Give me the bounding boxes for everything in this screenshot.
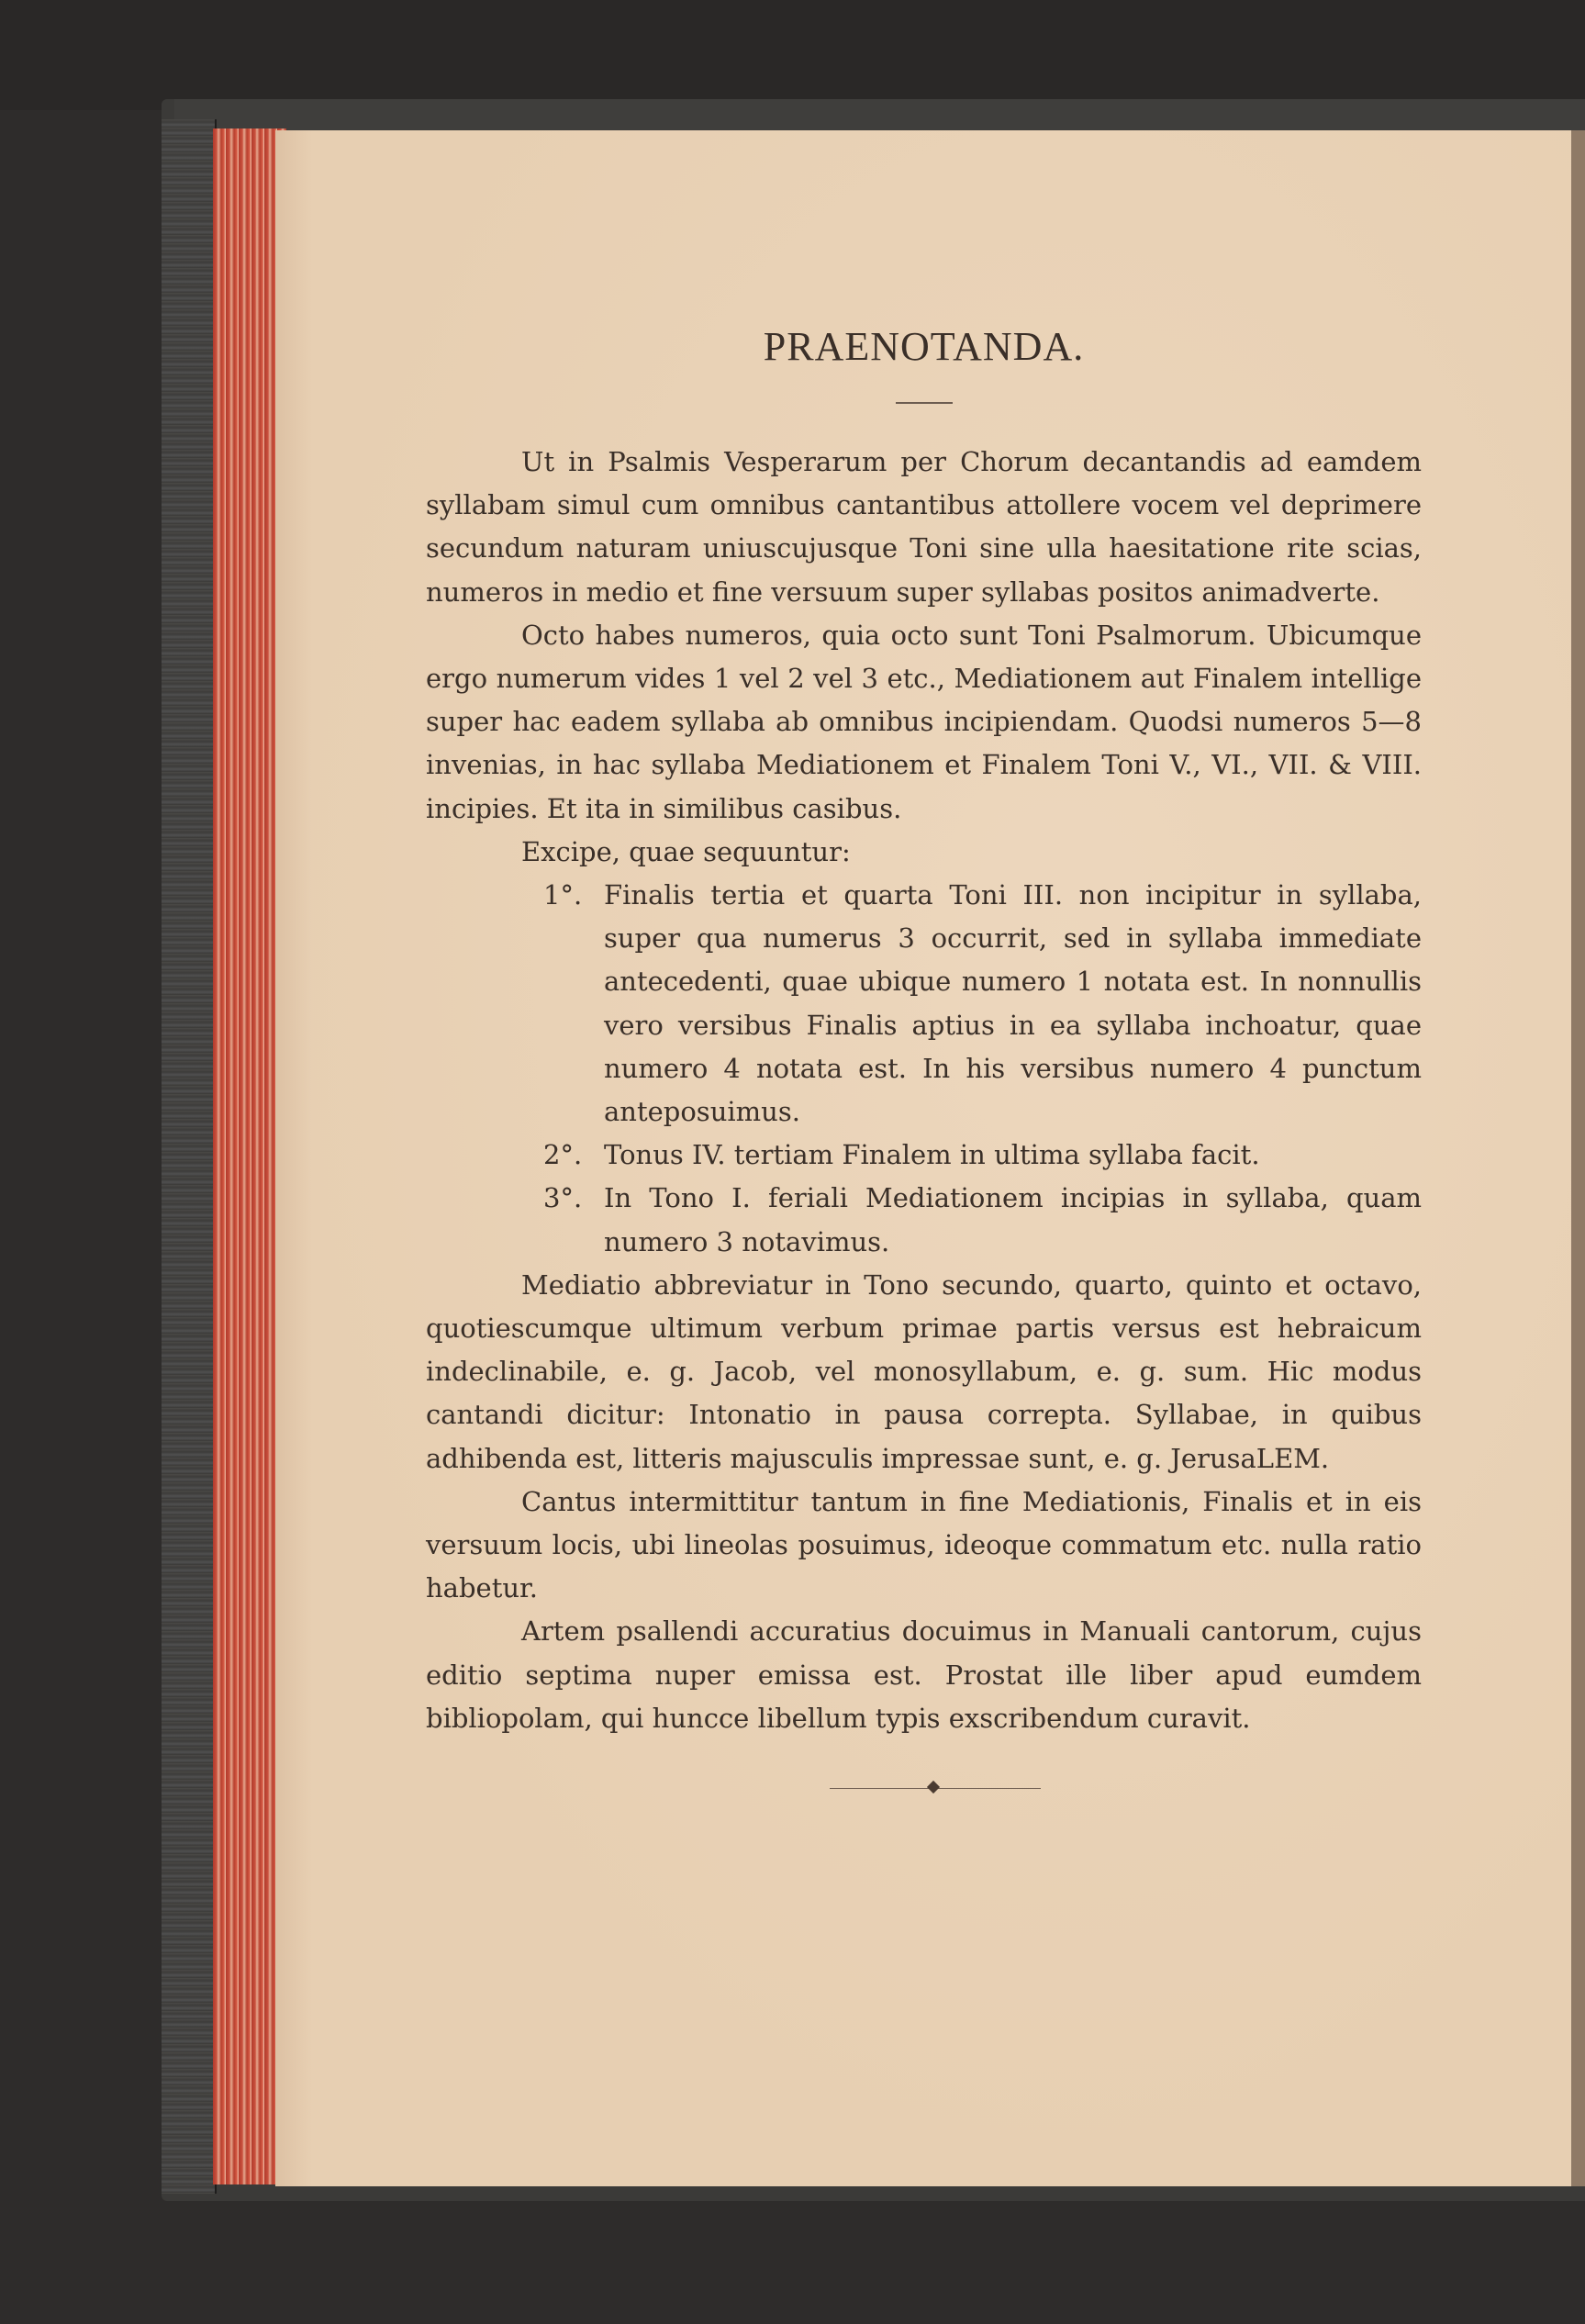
end-ornament [830,1779,1041,1797]
list-item-number: 1°. [543,879,583,911]
list-item-text: Tonus IV. tertiam Finalem in ultima syllaba facit. [604,1139,1260,1171]
background-top [0,0,1585,110]
paragraph-1: Ut in Psalmis Vesperarum per Chorum decantandis ad eamdem syllabam simul cum omnibus cantantibus attollere vocem vel deprimere secundum naturam uniuscujusque Toni sine ulla haesitatione rite scias, numeros in medio et fine versuum super syllabas positos animadverte. [426,446,1422,608]
list-item [426,1134,1422,1177]
list-item-text: In Tono I. feriali Mediationem incipias in syllaba, quam numero 3 notavimus. [604,1182,1422,1257]
paragraph-4: Mediatio abbreviatur in Tono secundo, quarto, quinto et octavo, quotiescumque ultimum verbum primae partis versus est hebraicum indeclinabile, e. g. Jacob, vel monosyllabum, e. g. sum. Hic modus cantandi dicitur: Intonatio in pausa correpta. Syllabae, in quibus adhibenda est, litteris majusculis impressae sunt, e. g. JerusaLEM. [426,1268,1422,1474]
list-item-number: 3°. [543,1182,583,1214]
title-rule [896,402,953,404]
book-spine [162,119,217,2194]
paragraph-5: Cantus intermittitur tantum in fine Mediationis, Finalis et in eis versuum locis, ubi lineolas posuimus, ideoque commatum etc. nulla ratio habetur. [426,1485,1422,1604]
list-item-text: Finalis tertia et quarta Toni III. non incipitur in syllaba, super qua numerus 3 occurrit, sed in syllaba immediate antecedenti, quae ubique numero 1 notata est. In nonnullis vero versibus Finalis aptius in ea syllaba inchoatur, quae numero 4 notata est. In his versibus numero 4 punctum anteposuimus. [604,879,1422,1128]
paragraph-6: Artem psallendi accuratius docuimus in Manuali cantorum, cujus editio septima nuper emissa est. Prostat ille liber apud eumdem bibliopolam, qui huncce libellum typis exscribendum curavit. [426,1615,1422,1734]
paragraph-2: Octo habes numeros, quia octo sunt Toni Psalmorum. Ubicumque ergo numerum vides 1 vel 2 vel 3 etc., Mediationem aut Finalem intellige super hac eadem syllaba ab omnibus incipiendam. Quodsi numeros 5—8 invenias, in hac syllaba Mediationem et Finalem Toni V., VI., VII. & VIII. incipies. Et ita in similibus casibus. [426,619,1422,824]
list-item-number: 2°. [543,1139,583,1171]
list-item [426,1177,1422,1263]
paragraph-3: Excipe, quae sequuntur: [521,835,851,867]
page-text-block [426,319,1422,1797]
page-right-shadow [1571,130,1585,2186]
page-title: PRAENOTANDA. [763,324,1085,369]
diamond-icon [927,1781,940,1793]
list-item [426,874,1422,1134]
